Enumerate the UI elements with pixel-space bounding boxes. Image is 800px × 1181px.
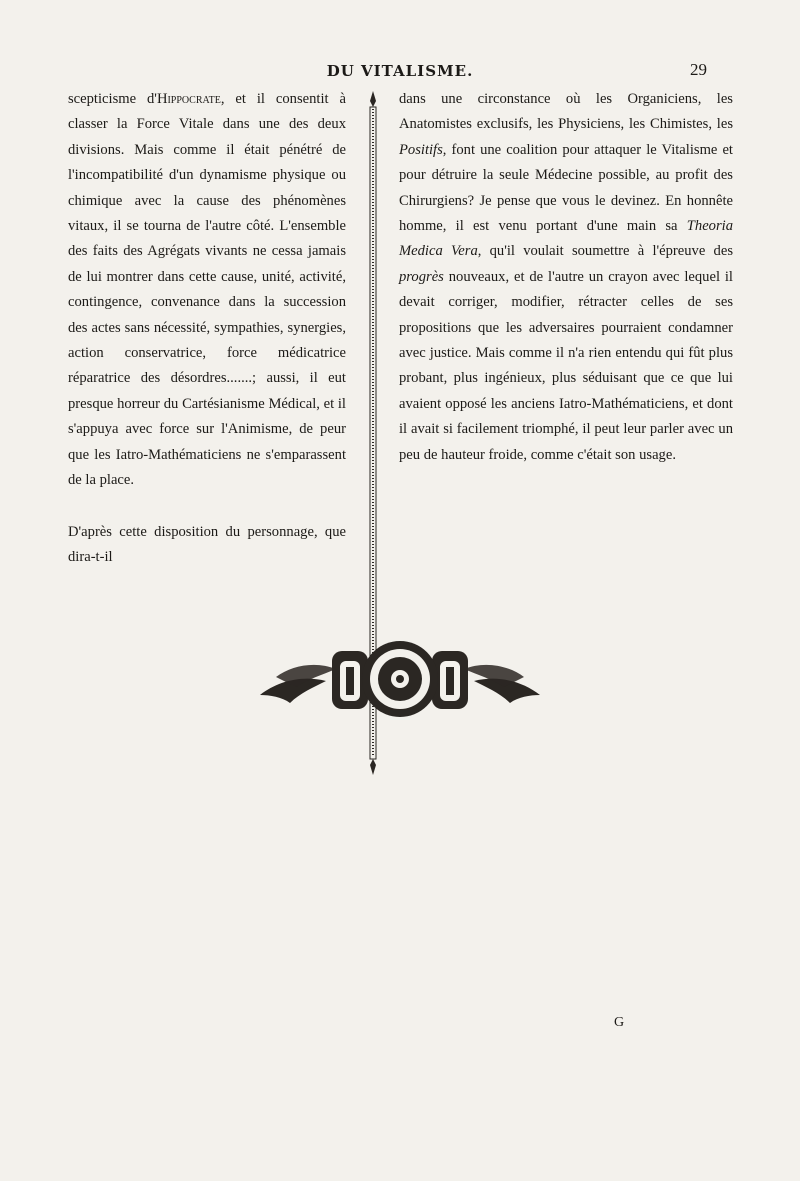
text-segment: nouveaux, et de l'autre un crayon avec lequel il devait corriger, modifier, rétracter celles de ses propositions que les adversaires pourraient condamner avec justice. Mais comme il n'a rien entendu qui fût plus probant, plus ingénieux, plus séduisant que ce que lui avaient opposé les anciens Iatro-Mathématiciens, et dont il avait si facilement triomphé, il peut leur parler avec un peu de hauteur froide, comme c'était son usage. <box>399 268 733 463</box>
page-number: 29 <box>690 60 707 79</box>
text-segment: dans une circonstance où les Organiciens, les Anatomistes exclusifs, les Physiciens, les Chimistes, les <box>399 91 733 133</box>
right-paragraph <box>399 87 733 468</box>
text-segment: scepticisme d' <box>68 91 157 107</box>
left-paragraph-2: D'après cette disposition du personnage, que dira-t-il <box>68 523 346 565</box>
page-header-title: DU VITALISME. <box>326 62 474 80</box>
left-paragraph-1 <box>68 87 346 494</box>
decorative-ornament-icon <box>256 637 544 717</box>
author-name: Hippocrate <box>156 91 221 107</box>
emphasis-book-title: Theoria Medica Vera <box>399 218 733 260</box>
right-column <box>399 87 733 468</box>
emphasis-progres: progrès <box>399 268 444 285</box>
signature-mark: G <box>614 1015 625 1030</box>
text-segment: , et il consentit à classer la Force Vitale dans une des deux divisions. Mais comme il était pénétré de l'incompatibilité d'un dynamisme physique ou chimique avec la cause des phénomènes vitaux, il se tourna de l'autre côté. L'ensemble des faits des Agrégats vivants ne cessa jamais de lui montrer dans cette cause, unité, activité, contingence, convenance dans la succession des actes sans nécessité, sympathies, synergies, action conservatrice, force médicatrice réparatrice des désordres.......; aussi, il eut presque horreur du Cartésianisme Médical, et il s'appuya avec force sur l'Animisme, de peur que les Iatro-Mathématiciens ne s'emparassent de la place. <box>68 91 346 489</box>
emphasis-positifs: Positifs <box>399 141 443 158</box>
text-segment: , font une coalition pour attaquer le Vitalisme et pour détruire la seule Médecine possible, au profit des Chirurgiens? Je pense que vous le devinez. En honnête homme, il est venu portant d'une main sa <box>399 141 733 235</box>
text-segment: , qu'il voulait soumettre à l'épreuve des <box>477 243 733 260</box>
left-column <box>68 87 346 570</box>
